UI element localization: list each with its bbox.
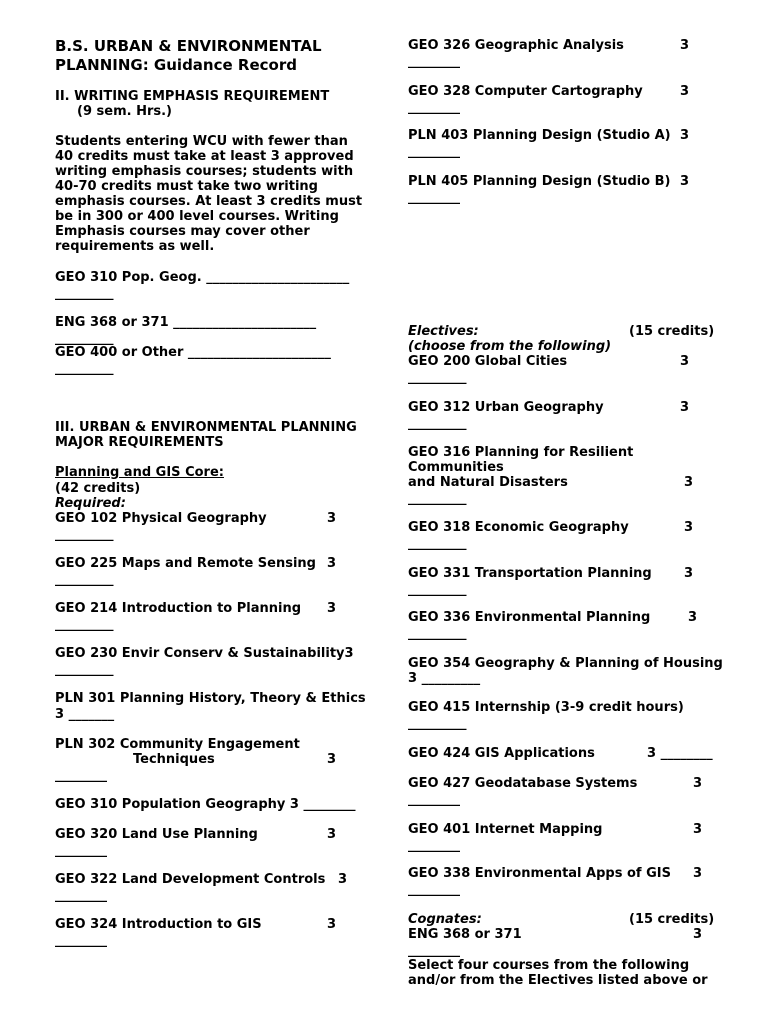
writing-heading: II. WRITING EMPHASIS REQUIREMENT bbox=[55, 89, 330, 104]
course-name: GEO 102 Physical Geography bbox=[55, 511, 267, 526]
course-credits: 3 bbox=[327, 511, 337, 526]
course-blank: _________ bbox=[408, 582, 467, 597]
cognates-label: Cognates: bbox=[408, 912, 482, 927]
writing-line-label: GEO 400 or Other ______________________ bbox=[55, 345, 331, 360]
course-credits: 3 bbox=[327, 827, 337, 842]
course-blank: ________ bbox=[55, 933, 107, 948]
course-name: GEO 326 Geographic Analysis bbox=[408, 38, 624, 53]
course-name: GEO 230 Envir Conserv & Sustainability3 bbox=[55, 646, 354, 661]
required-label: Required: bbox=[55, 496, 126, 511]
document-title-line1: B.S. URBAN & ENVIRONMENTAL bbox=[55, 37, 322, 55]
course-name: GEO 427 Geodatabase Systems bbox=[408, 776, 638, 791]
cognates-credits: (15 credits) bbox=[629, 912, 715, 927]
course-blank: _________ bbox=[408, 626, 467, 641]
course-name: PLN 302 Community Engagement bbox=[55, 737, 300, 752]
course-name: PLN 301 Planning History, Theory & Ethics bbox=[55, 691, 366, 706]
course-blank: ________ bbox=[55, 888, 107, 903]
course-name: GEO 200 Global Cities bbox=[408, 354, 568, 369]
writing-line-blank: _________ bbox=[55, 331, 114, 346]
course-credits: 3 bbox=[680, 174, 690, 189]
course-blank: ________ bbox=[408, 144, 460, 159]
core-label: Planning and GIS Core: bbox=[55, 465, 224, 480]
course-credits: 3 bbox=[680, 128, 690, 143]
course-credits: 3 bbox=[688, 610, 698, 625]
course-blank: ________ bbox=[408, 943, 460, 958]
course-blank: _________ bbox=[408, 491, 467, 506]
course-credits: 3 bbox=[684, 475, 694, 490]
course-credits: 3 bbox=[693, 776, 703, 791]
course-blank: 3 _______ bbox=[55, 707, 115, 722]
course-credits: 3 bbox=[327, 601, 337, 616]
course-name: GEO 401 Internet Mapping bbox=[408, 822, 603, 837]
course-name-cont: and Natural Disasters bbox=[408, 475, 568, 490]
course-name: GEO 336 Environmental Planning bbox=[408, 610, 651, 625]
course-name: ENG 368 or 371 bbox=[408, 927, 522, 942]
course-blank: _________ bbox=[408, 370, 467, 385]
core-credits: (42 credits) bbox=[55, 481, 141, 496]
course-name: GEO 331 Transportation Planning bbox=[408, 566, 652, 581]
course-name: PLN 405 Planning Design (Studio B) bbox=[408, 174, 671, 189]
course-blank: ________ bbox=[408, 54, 460, 69]
writing-paragraph: Students entering WCU with fewer than 40 credits must take at least 3 approved writing emphasis courses; students with 40-70 credits must take two writing emphasis courses. At least 3 credits must be in 300 or 400 level courses. Writing Emphasis courses may cover other requirements as well. bbox=[55, 134, 363, 254]
course-name-cont: Communities bbox=[408, 460, 504, 475]
course-blank: _________ bbox=[55, 572, 114, 587]
course-credits: 3 bbox=[338, 872, 348, 887]
course-credits: 3 bbox=[693, 866, 703, 881]
course-credits: 3 bbox=[680, 400, 690, 415]
course-blank: ________ bbox=[408, 792, 460, 807]
course-blank: _________ bbox=[408, 416, 467, 431]
course-credits: 3 ________ bbox=[647, 746, 713, 761]
course-blank: ________ bbox=[408, 190, 460, 205]
course-name: GEO 322 Land Development Controls bbox=[55, 872, 326, 887]
course-name: GEO 324 Introduction to GIS bbox=[55, 917, 262, 932]
course-credits: 3 bbox=[684, 566, 694, 581]
cognates-note: Select four courses from the following bbox=[408, 958, 690, 973]
course-name: GEO 354 Geography & Planning of Housing bbox=[408, 656, 723, 671]
course-name: GEO 320 Land Use Planning bbox=[55, 827, 258, 842]
course-name: GEO 312 Urban Geography bbox=[408, 400, 604, 415]
course-credits: 3 bbox=[693, 822, 703, 837]
cognates-note: and/or from the Electives listed above or bbox=[408, 973, 708, 988]
course-name-cont: Techniques bbox=[133, 752, 215, 767]
writing-hours: (9 sem. Hrs.) bbox=[77, 104, 172, 119]
course-name: GEO 328 Computer Cartography bbox=[408, 84, 643, 99]
course-blank: _________ bbox=[55, 527, 114, 542]
course-name: PLN 403 Planning Design (Studio A) bbox=[408, 128, 671, 143]
course-blank: ________ bbox=[55, 843, 107, 858]
course-blank: ________ bbox=[408, 100, 460, 115]
writing-line-blank: _________ bbox=[55, 361, 114, 376]
course-name: GEO 225 Maps and Remote Sensing bbox=[55, 556, 316, 571]
electives-note: (choose from the following) bbox=[408, 339, 612, 354]
writing-line-blank: _________ bbox=[55, 286, 114, 301]
course-name: GEO 214 Introduction to Planning bbox=[55, 601, 302, 616]
course-blank: _________ bbox=[55, 662, 114, 677]
document-title-line2: PLANNING: Guidance Record bbox=[55, 56, 297, 74]
course-blank: ________ bbox=[408, 838, 460, 853]
course-credits: 3 bbox=[684, 520, 694, 535]
course-name: GEO 424 GIS Applications bbox=[408, 746, 595, 761]
course-blank: ________ bbox=[55, 768, 107, 783]
course-credits: 3 bbox=[327, 556, 337, 571]
course-blank: _________ bbox=[408, 536, 467, 551]
course-name: GEO 310 Population Geography 3 ________ bbox=[55, 797, 356, 812]
major-heading-sub: MAJOR REQUIREMENTS bbox=[55, 435, 224, 450]
course-blank: 3 _________ bbox=[408, 671, 481, 686]
electives-credits: (15 credits) bbox=[629, 324, 715, 339]
course-credits: 3 bbox=[327, 752, 337, 767]
course-name: GEO 318 Economic Geography bbox=[408, 520, 629, 535]
course-credits: 3 bbox=[680, 84, 690, 99]
course-name: GEO 316 Planning for Resilient bbox=[408, 445, 634, 460]
electives-label: Electives: bbox=[408, 324, 479, 339]
course-credits: 3 bbox=[327, 917, 337, 932]
course-credits: 3 bbox=[680, 354, 690, 369]
course-blank: _________ bbox=[55, 617, 114, 632]
course-blank: ________ bbox=[408, 882, 460, 897]
course-name: GEO 338 Environmental Apps of GIS bbox=[408, 866, 671, 881]
course-credits: 3 bbox=[693, 927, 703, 942]
writing-line-label: ENG 368 or 371 ______________________ bbox=[55, 315, 317, 330]
major-heading: III. URBAN & ENVIRONMENTAL PLANNING bbox=[55, 420, 357, 435]
course-credits: 3 bbox=[680, 38, 690, 53]
course-name: GEO 415 Internship (3-9 credit hours) bbox=[408, 700, 684, 715]
writing-line-label: GEO 310 Pop. Geog. ______________________ bbox=[55, 270, 350, 285]
course-blank: _________ bbox=[408, 716, 467, 731]
